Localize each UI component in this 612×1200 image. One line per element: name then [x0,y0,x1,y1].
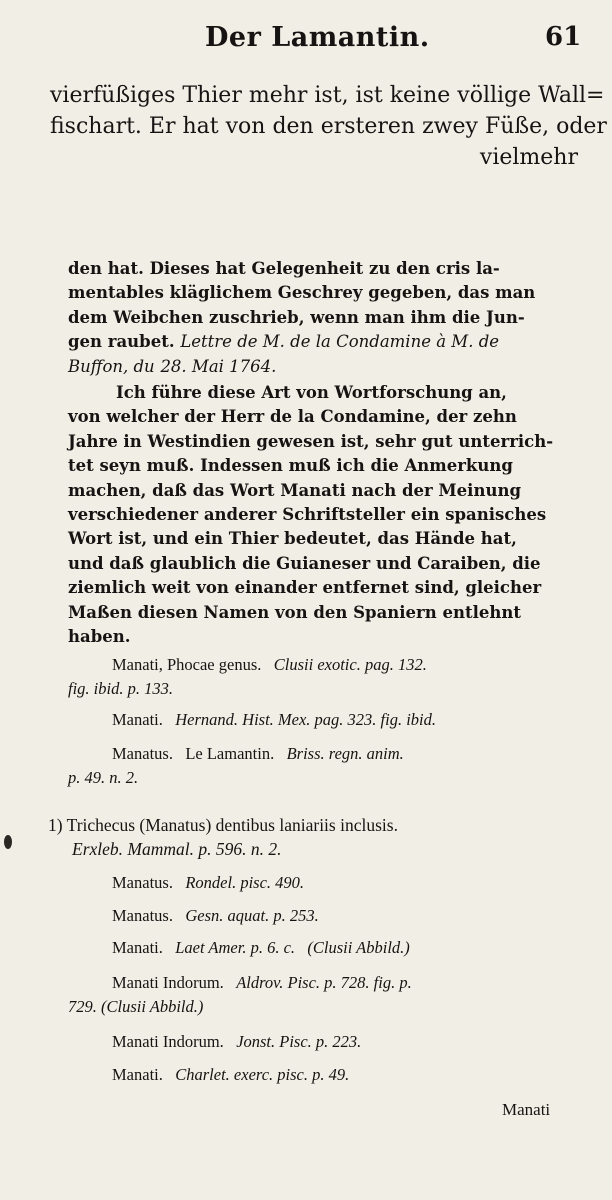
synonym-name-alt: Le Lamantin. [185,744,275,763]
text-line: tet seyn muß. Indessen muß ich die Anmerkung [68,456,513,476]
text-line: ziemlich weit von einander entfernet sind, gleicher [68,578,542,598]
synonym-name: Manati Indorum. [112,973,224,992]
catchword: Manati [502,1100,551,1119]
synonym-name: Manati. [112,710,163,729]
paragraph-main [68,381,588,649]
page-number: 61 [545,22,582,52]
text-line: haben. [68,627,131,647]
synonym-entry [68,655,588,699]
text-line: dem Weibchen zuschrieb, wenn man ihm die Jun- [68,307,525,327]
running-title: Der Lamantin. [205,22,430,53]
citation-letter-cont: Buffon, du [68,356,155,376]
synonym-reference: Clusii exotic. pag. 132. [273,655,427,674]
species-label: 1) Trichecus (Manatus) dentibus laniariis inclusis. [48,815,398,835]
synonym-name: Manatus. [112,873,173,892]
synonym-reference-cont: fig. ibid. p. 133. [68,679,173,698]
synonym-entry [68,973,588,1017]
text-line: Wort ist, und ein Thier bedeutet, das Hände hat, [68,529,517,549]
text-segment: gen raubet. [68,332,175,352]
text-line: vierfüßiges Thier mehr ist, ist keine völlige Wall= [50,83,605,108]
text-line [68,330,588,354]
synonym-name: Manati, Phocae genus. [112,655,262,674]
paragraph-top [50,80,607,173]
synonym-name: Manati Indorum. [112,1032,224,1051]
synonym-reference: Charlet. exerc. pisc. p. 49. [175,1065,350,1084]
text-line [68,355,588,379]
text-line: Maßen diesen Namen von den Spaniern entlehnt [68,602,521,622]
synonym-note: (Clusii Abbild.) [307,938,410,957]
synonym-reference: Hernand. Hist. Mex. pag. 323. fig. ibid. [175,710,437,729]
text-line: verschiedener anderer Schriftsteller ein spanisches [68,505,547,525]
synonym-name: Manatus. [112,744,173,763]
text-line: vielmehr [479,145,578,170]
paragraph-quote [68,257,588,379]
synonym-reference-cont: p. 49. n. 2. [68,768,139,787]
synonym-name: Manati. [112,938,163,957]
synonym-entry [68,744,588,788]
synonym-name: Manati. [112,1065,163,1084]
text-line: machen, daß das Wort Manati nach der Meinung [68,480,521,500]
text-line: und daß glaublich die Guianeser und Caraiben, die [68,553,541,573]
ink-spot [4,835,12,849]
synonym-reference-cont: 729. (Clusii Abbild.) [68,997,204,1016]
synonym-reference: Aldrov. Pisc. p. 728. fig. p. [236,973,412,992]
page-header [0,22,612,62]
synonym-reference: Laet Amer. p. 6. c. [175,938,296,957]
synonym-entry [68,938,588,958]
text-line: von welcher der Herr de la Condamine, der zehn [68,407,517,427]
citation-date: 28. Mai 1764. [160,356,277,376]
synonym-entry [68,710,588,730]
synonym-name: Manatus. [112,906,173,925]
synonym-entry [68,906,588,926]
synonym-reference: Briss. regn. anim. [286,744,404,763]
text-line: mentables kläglichem Geschrey gegeben, das man [68,283,536,303]
synonym-reference: Rondel. pisc. 490. [185,873,305,892]
text-line: Jahre in Westindien gewesen ist, sehr gut unterrich- [68,431,554,451]
trichecus-entry [48,815,568,860]
synonym-reference: Jonst. Pisc. p. 223. [236,1032,362,1051]
species-reference: Erxleb. Mammal. p. 596. n. 2. [72,839,282,859]
text-line: Ich führe diese Art von Wortforschung an, [116,383,507,402]
citation-letter: Lettre de M. de la Condamine à M. de [180,332,500,352]
text-line: fischart. Er hat von den ersteren zwey Füße, oder [50,114,607,139]
synonym-reference: Gesn. aquat. p. 253. [185,906,319,925]
synonym-entry [68,1032,588,1052]
synonym-entry [68,1065,588,1085]
synonym-entry [68,873,588,893]
text-line: den hat. Dieses hat Gelegenheit zu den cris la- [68,259,500,278]
